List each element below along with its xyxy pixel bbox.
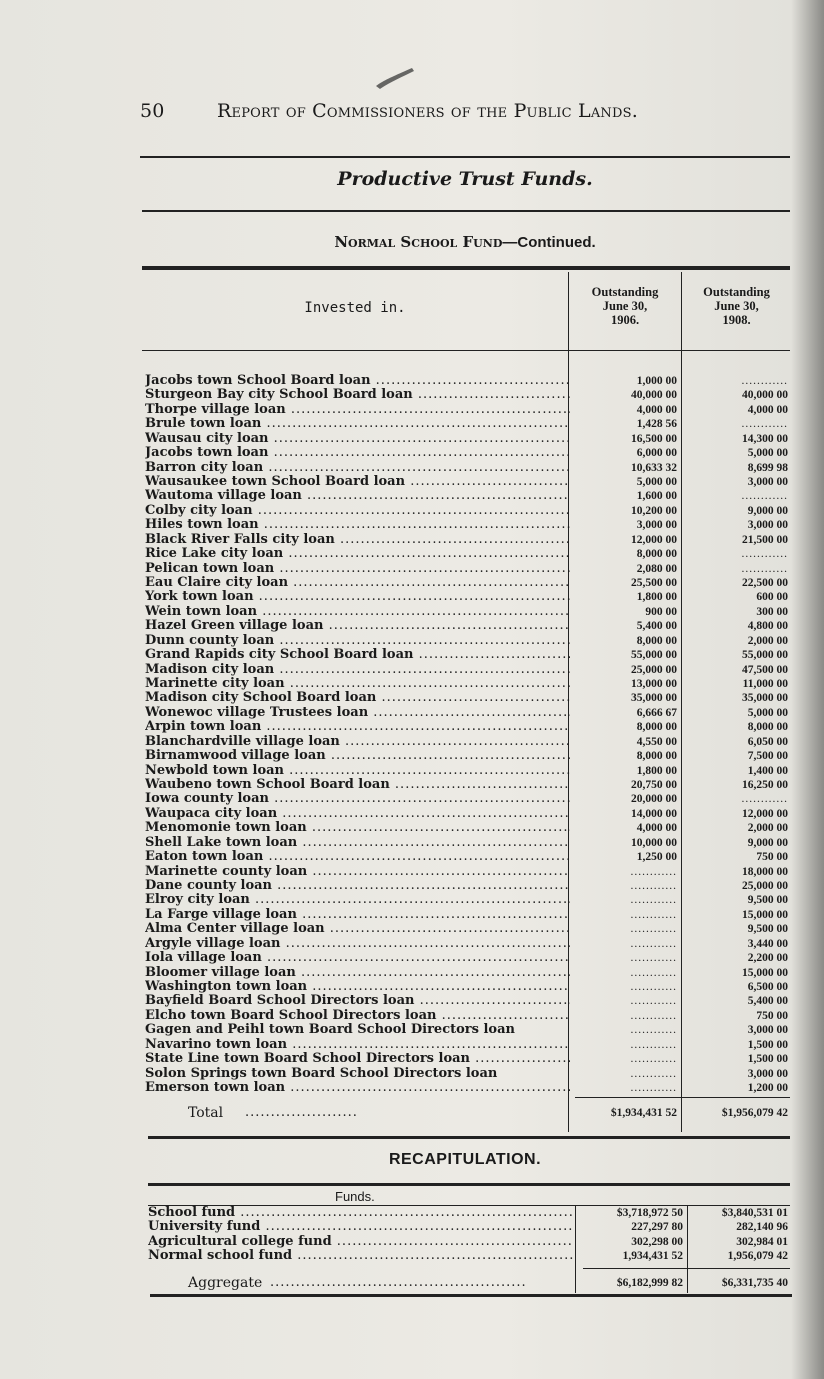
amount-1906: 10,633 32: [631, 461, 677, 474]
loan-name: Wausau city loan .....: [145, 432, 570, 446]
table-row: [145, 749, 790, 763]
loan-name: Alma Center village loan .....: [145, 922, 570, 936]
col1-line2: June 30,: [602, 299, 648, 313]
running-title: Report of Commissioners of the Public Lands.: [217, 100, 638, 122]
table-rule-head: [142, 350, 790, 351]
fund-1908: 302,984 01: [736, 1235, 788, 1248]
column-header-1908: [683, 285, 790, 327]
amount-1906: 12,000 00: [631, 533, 677, 546]
table-row: [145, 619, 790, 633]
table-row: [145, 663, 790, 677]
loan-name: Barron city loan .....: [145, 461, 570, 475]
amount-1906: ............: [630, 880, 677, 893]
amount-1908: 22,500 00: [742, 577, 788, 590]
loan-name: Brule town loan .....: [145, 417, 570, 431]
amount-1908: 16,250 00: [742, 779, 788, 792]
table-row: [145, 778, 790, 792]
loan-name: Navarino town loan .....: [145, 1038, 570, 1052]
amount-1908: 1,400 00: [747, 764, 788, 777]
loan-name: Bayfield Board School Directors loan .....: [145, 994, 570, 1008]
table-row: [145, 720, 790, 734]
loan-name: Jacobs town loan .....: [145, 446, 570, 460]
table-row: [145, 648, 790, 662]
amount-1908: 25,000 00: [742, 880, 788, 893]
loan-name: Solon Springs town Board School Directors loan: [145, 1066, 498, 1081]
table-row: [145, 547, 790, 561]
table-row: [145, 764, 790, 778]
table-row: [145, 821, 790, 835]
loan-name: Newbold town loan .....: [145, 764, 570, 778]
table-row: [145, 417, 790, 431]
fund-1908: 282,140 96: [736, 1221, 788, 1234]
amount-1906: ............: [630, 865, 677, 878]
loan-name: Emerson town loan .....: [145, 1081, 570, 1095]
loan-name: Dane county loan .....: [145, 879, 570, 893]
table-row: [145, 893, 790, 907]
total-1906: $1,934,431 52: [610, 1107, 677, 1119]
amount-1906: 20,000 00: [631, 793, 677, 806]
amount-1906: 3,000 00: [636, 519, 677, 532]
amount-1906: 20,750 00: [631, 779, 677, 792]
amount-1906: 10,000 00: [631, 836, 677, 849]
amount-1908: ............: [741, 490, 788, 503]
amount-1908: 47,500 00: [742, 663, 788, 676]
table-row: [145, 1038, 790, 1052]
table-row: [145, 951, 790, 965]
section-title: Productive Trust Funds.: [337, 168, 593, 190]
table-row: [145, 403, 790, 417]
table-row: [145, 533, 790, 547]
recap-row: [148, 1206, 793, 1220]
loan-name: Menomonie town loan .....: [145, 821, 570, 835]
loan-name: Hazel Green village loan .....: [145, 619, 570, 633]
table-row: [145, 850, 790, 864]
amount-1906: 13,000 00: [631, 678, 677, 691]
loan-name: Iowa county loan .....: [145, 792, 570, 806]
amount-1908: 9,000 00: [747, 504, 788, 517]
amount-1906: 8,000 00: [636, 634, 677, 647]
table-row: [145, 1052, 790, 1066]
funds-label: Funds.: [335, 1189, 375, 1204]
table-row: [145, 1023, 790, 1037]
amount-1906: 1,600 00: [636, 490, 677, 503]
amount-1906: ............: [630, 1009, 677, 1022]
total-row: [145, 1106, 790, 1120]
amount-1906: 2,080 00: [636, 562, 677, 575]
fund-1908: 1,956,079 42: [727, 1250, 788, 1263]
amount-1908: 15,000 00: [742, 966, 788, 979]
loan-name: Madison city School Board loan .....: [145, 691, 570, 705]
column-header-1906: [570, 285, 680, 327]
amount-1908: 3,000 00: [747, 476, 788, 488]
loan-name: Iola village loan .....: [145, 951, 570, 965]
loan-name: Thorpe village loan .....: [145, 403, 570, 417]
amount-1908: 5,000 00: [747, 706, 788, 719]
total-1908: $1,956,079 42: [721, 1107, 788, 1119]
amount-1908: 600 00: [756, 591, 788, 604]
loan-name: Black River Falls city loan .....: [145, 533, 570, 547]
amount-1906: ............: [630, 908, 677, 921]
amount-1908: 12,000 00: [742, 807, 788, 820]
amount-1908: 3,440 00: [747, 937, 788, 950]
col1-line3: 1906.: [610, 313, 640, 327]
loan-name: Elroy city loan .....: [145, 893, 570, 907]
table-row: [145, 518, 790, 532]
table-row: [145, 1009, 790, 1023]
amount-1906: 25,500 00: [631, 577, 677, 590]
table-row: [145, 865, 790, 879]
amount-1908: 4,800 00: [747, 620, 788, 633]
fund-1906: $3,718,972 50: [616, 1207, 683, 1219]
amount-1908: 40,000 00: [742, 389, 788, 402]
table-row: [145, 908, 790, 922]
table-row: [145, 836, 790, 850]
amount-1906: 5,400 00: [636, 620, 677, 633]
amount-1906: 40,000 00: [631, 389, 677, 402]
table-row: [145, 576, 790, 590]
amount-1908: 3,000 00: [747, 1067, 788, 1080]
loan-name: Blanchardville village loan .....: [145, 735, 570, 749]
table-row: [145, 691, 790, 705]
total-rule: [575, 1097, 790, 1098]
table-row: [145, 980, 790, 994]
amount-1908: 8,000 00: [747, 721, 788, 734]
table-row: [145, 735, 790, 749]
loan-name: Wausaukee town School Board loan .....: [145, 475, 570, 489]
loan-name: Sturgeon Bay city School Board loan .....: [145, 388, 570, 402]
amount-1908: 15,000 00: [742, 908, 788, 921]
aggregate-leader: ..................................................: [270, 1276, 527, 1290]
amount-1908: 3,000 00: [747, 1024, 788, 1037]
amount-1908: 9,500 00: [747, 894, 788, 907]
loan-name: Birnamwood village loan .....: [145, 749, 570, 763]
amount-1908: 6,500 00: [747, 981, 788, 994]
table-row: [145, 388, 790, 402]
amount-1906: 1,800 00: [636, 591, 677, 604]
recap-row: [148, 1235, 793, 1249]
total-label: Total: [188, 1105, 224, 1121]
loan-name: Wonewoc village Trustees loan .....: [145, 706, 570, 720]
table-row: [145, 966, 790, 980]
table-row: [145, 706, 790, 720]
amount-1908: ............: [741, 562, 788, 575]
col1-line1: Outstanding: [591, 285, 659, 299]
fund-title-suffix: —Continued.: [502, 234, 596, 251]
amount-1906: ............: [630, 966, 677, 979]
fund-name: University fund .....: [148, 1220, 573, 1234]
loan-name: Shell Lake town loan .....: [145, 836, 570, 850]
table-row: [145, 922, 790, 936]
loan-name: Colby city loan .....: [145, 504, 570, 518]
amount-1906: ............: [630, 1024, 677, 1037]
loan-name: Marinette city loan .....: [145, 677, 570, 691]
table-row: [145, 475, 790, 489]
amount-1908: ............: [741, 375, 788, 387]
loan-name: Wautoma village loan .....: [145, 489, 570, 503]
table-row: [145, 590, 790, 604]
table-row: [145, 879, 790, 893]
loan-name: Gagen and Peihl town Board School Directors loan: [145, 1023, 515, 1038]
amount-1906: 1,000 00: [636, 375, 677, 387]
loan-name: Hiles town loan .....: [145, 518, 570, 532]
amount-1908: 7,500 00: [747, 750, 788, 763]
aggregate-1908: $6,331,735 40: [721, 1277, 788, 1289]
amount-1908: ............: [741, 548, 788, 561]
amount-1906: ............: [630, 1082, 677, 1095]
amount-1908: 55,000 00: [742, 649, 788, 662]
loan-name: Waubeno town School Board loan .....: [145, 778, 570, 792]
loan-name: Washington town loan .....: [145, 980, 570, 994]
recap-rule-top: [148, 1183, 790, 1186]
loan-name: York town loan .....: [145, 590, 570, 604]
amount-1908: 5,000 00: [747, 447, 788, 460]
amount-1908: 2,200 00: [747, 952, 788, 965]
table-row: [145, 634, 790, 648]
table-row: [145, 994, 790, 1008]
amount-1906: 4,000 00: [636, 403, 677, 416]
table-row: [145, 432, 790, 446]
amount-1906: 55,000 00: [631, 649, 677, 662]
amount-1908: 6,050 00: [747, 735, 788, 748]
fund-1908: $3,840,531 01: [721, 1207, 788, 1219]
amount-1908: 35,000 00: [742, 692, 788, 705]
table-row: [145, 605, 790, 619]
loan-name: Dunn county loan .....: [145, 634, 570, 648]
fund-name: School fund .....: [148, 1206, 573, 1220]
amount-1906: ............: [630, 937, 677, 950]
amount-1908: ............: [741, 793, 788, 806]
loan-name: Rice Lake city loan .....: [145, 547, 570, 561]
rule-top: [140, 156, 790, 158]
amount-1908: 5,400 00: [747, 995, 788, 1008]
amount-1906: ............: [630, 1053, 677, 1066]
loan-name: Pelican town loan .....: [145, 562, 570, 576]
loan-name: Marinette county loan .....: [145, 865, 570, 879]
amount-1908: 18,000 00: [742, 865, 788, 878]
col2-line1: Outstanding: [703, 285, 770, 299]
amount-1906: ............: [630, 981, 677, 994]
table-row: [145, 677, 790, 691]
fund-1906: 227,297 80: [631, 1221, 683, 1234]
table-row: [145, 792, 790, 806]
amount-1908: 300 00: [756, 605, 788, 618]
amount-1908: 1,200 00: [747, 1082, 788, 1095]
loan-name: La Farge village loan .....: [145, 908, 570, 922]
column-header-invested: Invested in.: [304, 300, 406, 316]
amount-1908: 1,500 00: [747, 1053, 788, 1066]
loan-name: Jacobs town School Board loan .....: [145, 374, 570, 388]
ink-smudge: [372, 62, 418, 92]
amount-1906: 1,250 00: [636, 851, 677, 864]
amount-1906: 35,000 00: [631, 692, 677, 705]
loan-name: Elcho town Board School Directors loan .....: [145, 1009, 570, 1023]
amount-1908: 14,300 00: [742, 432, 788, 445]
amount-1908: 2,000 00: [747, 634, 788, 647]
col2-line2: June 30,: [714, 299, 759, 313]
aggregate-rule: [583, 1268, 790, 1269]
table-row: [145, 1067, 790, 1081]
fund-name: Normal school fund .....: [148, 1249, 573, 1263]
table-row: [145, 807, 790, 821]
amount-1908: 4,000 00: [747, 403, 788, 416]
amount-1906: 1,428 56: [636, 418, 677, 431]
aggregate-label: Aggregate: [188, 1275, 263, 1291]
loan-name: State Line town Board School Directors loan .....: [145, 1052, 570, 1066]
loan-name: Argyle village loan .....: [145, 937, 570, 951]
amount-1906: 10,200 00: [631, 504, 677, 517]
amount-1906: 1,800 00: [636, 764, 677, 777]
amount-1908: 9,500 00: [747, 923, 788, 936]
amount-1906: 4,000 00: [636, 822, 677, 835]
recap-title: RECAPITULATION.: [388, 1151, 542, 1168]
loan-name: Bloomer village loan .....: [145, 966, 570, 980]
amount-1906: ............: [630, 995, 677, 1008]
fund-title-name: Normal School Fund: [334, 233, 503, 251]
amount-1906: 25,000 00: [631, 663, 677, 676]
amount-1906: ............: [630, 923, 677, 936]
loan-name: Wein town loan .....: [145, 605, 570, 619]
table-row: [145, 446, 790, 460]
table-row: [145, 1081, 790, 1095]
fund-1906: 1,934,431 52: [622, 1250, 683, 1263]
amount-1908: 750 00: [756, 1009, 788, 1022]
fund-name: Agricultural college fund .....: [148, 1235, 573, 1249]
amount-1908: 9,000 00: [747, 836, 788, 849]
amount-1906: 14,000 00: [631, 807, 677, 820]
amount-1906: 8,000 00: [636, 721, 677, 734]
loan-name: Arpin town loan .....: [145, 720, 570, 734]
amount-1906: 6,000 00: [636, 447, 677, 460]
aggregate-row: [145, 1276, 790, 1290]
amount-1908: 8,699 98: [747, 461, 788, 474]
table-row: [145, 461, 790, 475]
amount-1906: 900 00: [645, 605, 677, 618]
amount-1908: 750 00: [756, 851, 788, 864]
amount-1906: 16,500 00: [631, 432, 677, 445]
loan-name: Eau Claire city loan .....: [145, 576, 570, 590]
recap-row: [148, 1249, 793, 1263]
loan-name: Madison city loan .....: [145, 663, 570, 677]
table-rule-top: [142, 266, 790, 270]
total-leader: ......................: [245, 1106, 358, 1120]
rule-bottom: [150, 1294, 792, 1297]
amount-1906: 8,000 00: [636, 548, 677, 561]
aggregate-1906: $6,182,999 82: [616, 1277, 683, 1289]
amount-1906: ............: [630, 1067, 677, 1080]
rule-under-title: [142, 210, 790, 212]
amount-1908: 3,000 00: [747, 519, 788, 532]
amount-1906: ............: [630, 1038, 677, 1051]
loan-name: Waupaca city loan .....: [145, 807, 570, 821]
amount-1908: 11,000 00: [742, 678, 788, 691]
fund-1906: 302,298 00: [631, 1235, 683, 1248]
table-row: [145, 562, 790, 576]
table-row: [145, 489, 790, 503]
table-row: [145, 937, 790, 951]
rule-after-total: [148, 1136, 790, 1139]
amount-1906: 4,550 00: [636, 735, 677, 748]
amount-1908: 1,500 00: [747, 1038, 788, 1051]
amount-1906: ............: [630, 952, 677, 965]
amount-1906: 5,000 00: [636, 476, 677, 488]
recap-row: [148, 1220, 793, 1234]
col2-line3: 1908.: [722, 313, 751, 327]
amount-1908: 2,000 00: [747, 822, 788, 835]
amount-1906: 6,666 67: [636, 706, 677, 719]
loan-name: Eaton town loan .....: [145, 850, 570, 864]
table-row: [145, 374, 790, 388]
page-number: 50: [140, 100, 165, 122]
amount-1908: 21,500 00: [742, 533, 788, 546]
amount-1906: 8,000 00: [636, 750, 677, 763]
amount-1906: ............: [630, 894, 677, 907]
fund-title: [140, 233, 790, 251]
amount-1908: ............: [741, 418, 788, 431]
table-row: [145, 504, 790, 518]
loan-name: Grand Rapids city School Board loan .....: [145, 648, 570, 662]
